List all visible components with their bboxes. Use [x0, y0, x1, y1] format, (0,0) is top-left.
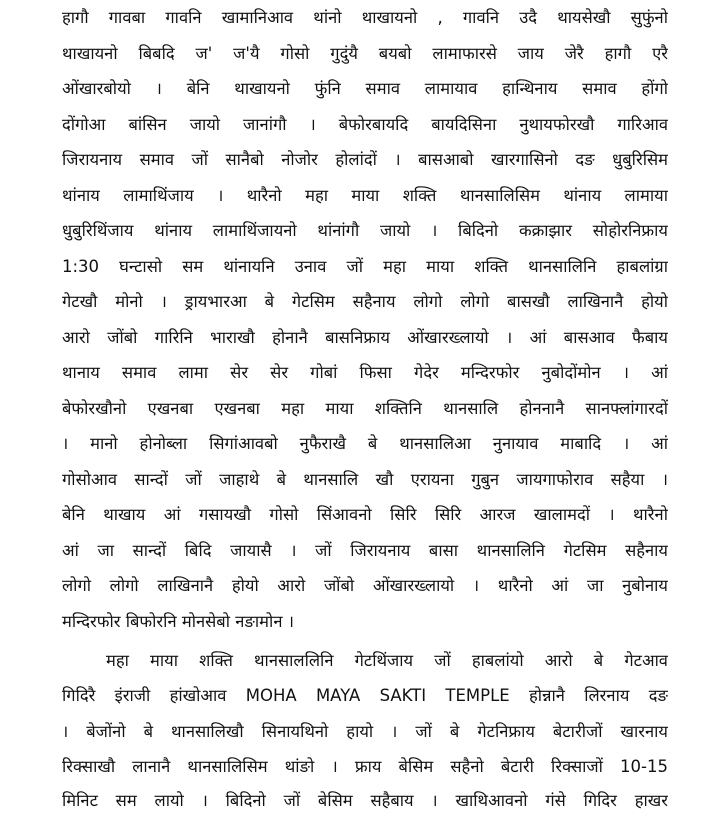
text-line: 1:30 घन्टासो सम थांनायनि उनाव जों महा माया शक्ति थानसालिनि हाबलांग्रा: [62, 257, 668, 276]
text-line: थाखायनो बिबदि ज' ज'यै गोसो गुदुंयै बयबो लामाफारसे जाय जेरै हागौ एरै: [62, 44, 668, 63]
text-line: बेफोरखौनो एखनबा एखनबा महा माया शक्तिनि थानसालि होननानै सानफ्लांगारदों: [62, 399, 668, 418]
text-line: । बेजोंनो बे थानसालिखौ सिनायथिनो हायो । जों बे गेटनिफ्राय बेटारीजों खारनाय: [62, 722, 668, 741]
text-line: । मानो होनोब्ला सिगांआवबो नुफैराखै बे थानसालिआ नुनायाव माबादि । आं: [62, 434, 668, 453]
text-line: लोगो लोगो लाखिनानै होयो आरो जोंबो ओंखारख्लायो । थारैनो आं जा नुबोनाय: [62, 576, 668, 595]
text-line: गिदिरै इंराजी हांखोआव MOHA MAYA SAKTI TEMPLE होन्नानै लिरनाय दङ: [62, 686, 668, 705]
text-line: मन्दिरफोर बिफोरनि मोनसेबो नङामोन ।: [62, 612, 294, 631]
text-line: धुबुरिथिंजाय थांनाय लामाथिंजायनो थांनांगौ जायो । बिदिनो कक्राझार सोहोरनिफ्राय: [62, 221, 668, 240]
text-line: थानाय समाव लामा सेर सेर गोबां फिसा गेदेर मन्दिरफोर नुबोदोंमोन । आं: [62, 363, 668, 382]
text-line: बेनि थाखाय आं गसायखौ गोसो सिंआवनो सिरि सिरि आरज खालामदों । थारैनो: [62, 505, 668, 524]
text-line: हागौ गावबा गावनि खामानिआव थांनो थाखायनो , गावनि उदै थायसेखौ सुफुंनो: [62, 8, 668, 27]
text-line: थांनाय लामाथिंजाय । थारैनो महा माया शक्ति थानसालिसिम थांनाय लामाया: [62, 186, 668, 205]
text-line: आरो जोंबो गारिनि भाराखौ होनानै बासनिफ्राय ओंखारख्लायो । आं बासआव फैबाय: [62, 328, 668, 347]
text-line: रिक्साखौ लानानै थानसालिसिम थांङो । फ्राय बेसिम सहैनो बेटारी रिक्साजों 10-15: [62, 757, 668, 776]
text-line: ओंखारबोयो । बेनि थाखायनो फुंनि समाव लामायाव हान्थिनाय समाव होंगो: [62, 79, 668, 98]
text-line: गोसोआव सान्दों जों जाहाथे बे थानसालि खौ एरायना गुबुन जायगाफोराव सहैया ।: [62, 470, 668, 489]
text-line: गेटखौ मोनो । ड्रायभारआ बे गेटसिम सहैनाय लोगो लोगो बासखौ लाखिनानै होयो: [62, 292, 668, 311]
text-line: आं जा सान्दों बिदि जायासै । जों जिरायनाय बासा थानसालिनि गेटसिम सहैनाय: [62, 541, 668, 560]
text-line: मिनिट सम लायो । बिदिनो जों बेसिम सहैबाय । खाथिआवनो गंसे गिदिर हाखर: [62, 791, 668, 810]
text-line: जिरायनाय समाव जों सानैबो नोजोर होलांदों । बासआबो खारगासिनो दङ धुबुरिसिम: [62, 150, 668, 169]
text-line: महा माया शक्ति थानसाललिनि गेटथिंजाय जों हाबलांयो आरो बे गेटआव: [106, 651, 668, 670]
text-line: दोंगोआ बांसिन जायो जानांगौ । बेफोरबायदि बायदिसिना नुथायफोरखौ गारिआव: [62, 115, 668, 134]
